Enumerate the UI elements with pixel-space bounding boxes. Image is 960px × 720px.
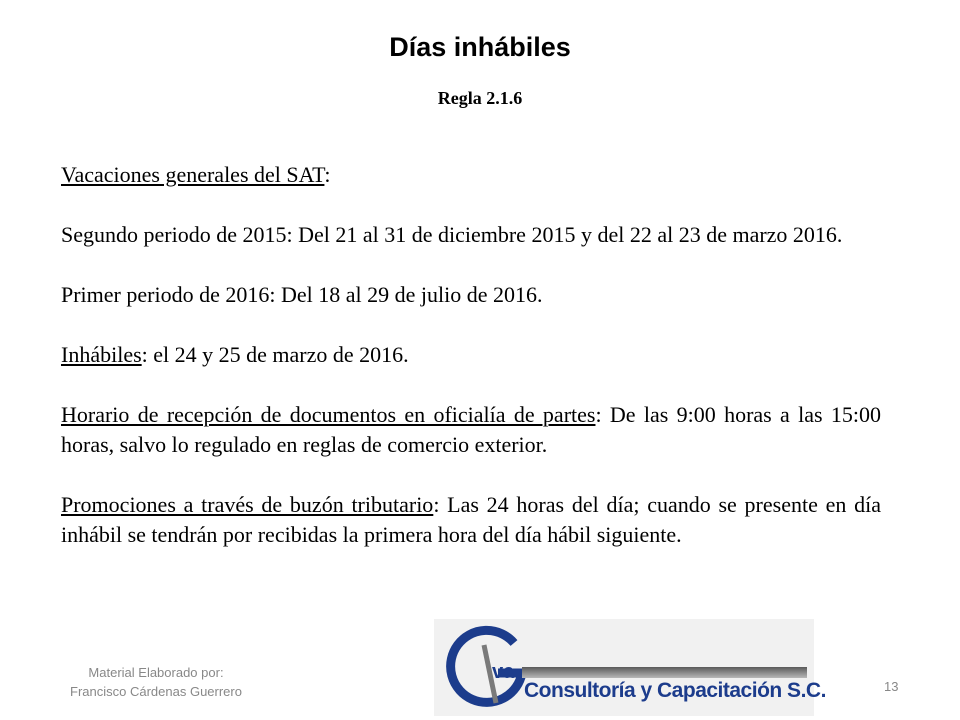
vacaciones-label: Vacaciones generales del SAT [61,162,325,187]
paragraph-promociones: Promociones a través de buzón tributario: Las 24 horas del día; cuando se presente en día inhábil se tendrán por recibidas la primera hora del día hábil siguiente. [61,492,881,547]
footer-credit [56,663,256,701]
logo-company-name: Consultoría y Capacitación S.C. [524,679,826,702]
paragraph-primer-periodo: Primer periodo de 2016: Del 18 al 29 de julio de 2016. [61,282,543,307]
paragraph-segundo-periodo: Segundo periodo de 2015: Del 21 al 31 de diciembre 2015 y del 22 al 23 de marzo 2016. [61,222,843,247]
slide-subtitle: Regla 2.1.6 [437,88,523,108]
slide-title: Días inhábiles [389,32,571,62]
paragraph-vacaciones-heading: Vacaciones generales del SAT: [61,162,331,187]
footer-credit-line1: Material Elaborado por: [88,665,224,680]
page-number: 13 [884,679,899,694]
logo-bar [522,667,807,678]
promociones-label: Promociones a través de buzón tributario [61,492,434,517]
paragraph-horario: Horario de recepción de documentos en oficialía de partes: De las 9:00 horas a las 15:00 horas, salvo lo regulado en reglas de comercio exterior. [61,402,881,457]
footer-credit-line2: Francisco Cárdenas Guerrero [70,684,242,699]
paragraph-inhabiles: Inhábiles: el 24 y 25 de marzo de 2016. [61,342,409,367]
horario-label: Horario de recepción de documentos en oficialía de partes [61,402,596,427]
logo-initials: va [492,661,515,683]
slide-body [61,160,881,550]
company-logo [434,619,826,716]
inhabiles-label: Inhábiles [61,342,142,367]
